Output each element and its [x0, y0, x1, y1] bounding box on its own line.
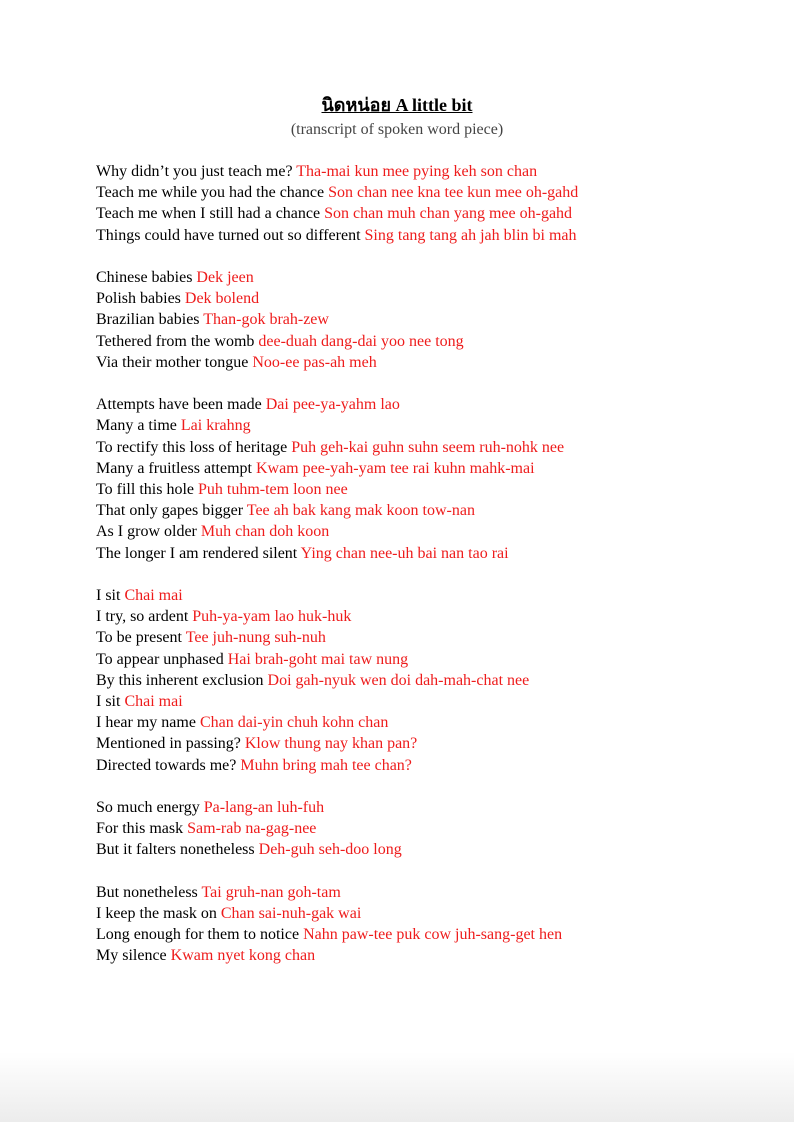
english-text: Chinese babies [96, 269, 193, 286]
stanza [96, 394, 756, 564]
english-text: That only gapes bigger [96, 502, 244, 520]
thai-transliteration: Puh tuhm-tem loon nee [197, 481, 348, 499]
poem-line [96, 161, 756, 182]
stanza [96, 585, 756, 776]
english-text: But it falters nonetheless [96, 841, 255, 859]
thai-transliteration: Deh-guh seh-doo long [258, 841, 402, 859]
english-text: Teach me when I still had a chance [96, 205, 321, 223]
poem-line [96, 288, 756, 309]
poem-line [96, 945, 756, 966]
thai-transliteration: Kwam nyet kong chan [170, 947, 316, 965]
thai-transliteration: Than-gok brah-zew [203, 311, 329, 329]
stanza [96, 882, 756, 967]
thai-transliteration: Doi gah-nyuk wen doi dah-mah-chat nee [267, 671, 530, 689]
thai-transliteration: Sam-rab na-gag-nee [187, 820, 317, 838]
english-text: I try, so ardent [96, 608, 189, 626]
english-text: Directed towards me? [96, 756, 237, 774]
thai-transliteration: Puh geh-kai guhn suhn seem ruh-nohk nee [291, 438, 565, 456]
english-text: So much energy [96, 799, 200, 817]
thai-transliteration: Dai pee-ya-yahm lao [265, 396, 400, 414]
poem-line [96, 839, 756, 860]
thai-transliteration: Puh-ya-yam lao huk-huk [192, 608, 352, 626]
poem-line [96, 924, 756, 945]
thai-transliteration: Tha-mai kun mee pying keh son chan [296, 163, 538, 180]
english-text: To fill this hole [96, 481, 194, 499]
poem-line [96, 267, 756, 288]
poem-line [96, 670, 756, 691]
thai-transliteration: Ying chan nee-uh bai nan tao rai [300, 544, 509, 562]
stanza [96, 267, 756, 373]
page-subtitle: (transcript of spoken word piece) [290, 121, 504, 138]
poem-line [96, 521, 756, 542]
poem-line [96, 712, 756, 733]
english-text: I keep the mask on [96, 905, 217, 923]
english-text: To be present [96, 629, 182, 647]
english-text: Tethered from the womb [96, 332, 255, 350]
thai-transliteration: Nahn paw-tee puk cow juh-sang-get hen [303, 926, 563, 944]
poem-line [96, 606, 756, 627]
thai-transliteration: dee-duah dang-dai yoo nee tong [258, 332, 464, 350]
english-text: I sit [96, 587, 121, 605]
page-title: นิดหน่อย A little bit [321, 95, 473, 115]
thai-transliteration: Chan sai-nuh-gak wai [220, 905, 362, 923]
poem-line [96, 309, 756, 330]
poem-line [96, 543, 756, 564]
poem-line [96, 225, 756, 246]
thai-transliteration: Sing tang tang ah jah blin bi mah [364, 226, 577, 244]
poem-line [96, 182, 756, 203]
poem-line [96, 394, 756, 415]
thai-transliteration: Tee ah bak kang mak koon tow-nan [246, 502, 475, 520]
english-text: To appear unphased [96, 650, 224, 668]
poem-line [96, 627, 756, 648]
poem-line [96, 733, 756, 754]
poem-body [96, 161, 756, 988]
poem-line [96, 203, 756, 224]
poem-line [96, 479, 756, 500]
english-text: The longer I am rendered silent [96, 544, 298, 562]
thai-transliteration: Tai gruh-nan goh-tam [201, 883, 341, 901]
english-text: Polish babies [96, 290, 181, 308]
thai-transliteration: Klow thung nay khan pan? [244, 735, 418, 753]
thai-transliteration: Chan dai-yin chuh kohn chan [199, 714, 389, 732]
poem-line [96, 437, 756, 458]
thai-transliteration: Kwam pee-yah-yam tee rai kuhn mahk-mai [255, 459, 535, 477]
thai-transliteration: Chai mai [124, 693, 183, 711]
english-text: Via their mother tongue [96, 353, 249, 371]
english-text: Teach me while you had the chance [96, 184, 325, 202]
thai-transliteration: Dek jeen [196, 269, 254, 286]
english-text: Why didn’t you just teach me? [96, 163, 293, 180]
poem-line [96, 352, 756, 373]
thai-transliteration: Muh chan doh koon [200, 523, 330, 541]
thai-transliteration: Chai mai [124, 587, 183, 605]
thai-transliteration: Pa-lang-an luh-fuh [203, 799, 325, 817]
english-text: I hear my name [96, 714, 196, 732]
stanza [96, 797, 756, 861]
english-text: As I grow older [96, 523, 197, 541]
stanza [96, 161, 756, 246]
english-text: Brazilian babies [96, 311, 200, 329]
english-text: To rectify this loss of heritage [96, 438, 288, 456]
poem-line [96, 755, 756, 776]
english-text: But nonetheless [96, 883, 198, 901]
thai-transliteration: Dek bolend [184, 290, 260, 308]
poem-line [96, 331, 756, 352]
poem-line [96, 415, 756, 436]
english-text: For this mask [96, 820, 184, 838]
thai-transliteration: Noo-ee pas-ah meh [252, 353, 377, 371]
thai-transliteration: Hai brah-goht mai taw nung [227, 650, 409, 668]
english-text: My silence [96, 947, 167, 965]
poem-line [96, 458, 756, 479]
thai-transliteration: Tee juh-nung suh-nuh [185, 629, 326, 647]
poem-line [96, 797, 756, 818]
page-bottom-shadow [0, 1052, 794, 1122]
poem-line [96, 585, 756, 606]
english-text: Mentioned in passing? [96, 735, 241, 753]
english-text: Long enough for them to notice [96, 926, 300, 944]
english-text: Many a fruitless attempt [96, 459, 252, 477]
thai-transliteration: Muhn bring mah tee chan? [240, 756, 412, 774]
poem-line [96, 691, 756, 712]
english-text: Attempts have been made [96, 396, 262, 414]
english-text: Things could have turned out so different [96, 226, 361, 244]
poem-line [96, 903, 756, 924]
thai-transliteration: Son chan muh chan yang mee oh-gahd [324, 205, 573, 223]
poem-line [96, 818, 756, 839]
english-text: Many a time [96, 417, 177, 435]
thai-transliteration: Lai krahng [180, 417, 251, 435]
english-text: By this inherent exclusion [96, 671, 264, 689]
poem-line [96, 882, 756, 903]
english-text: I sit [96, 693, 121, 711]
poem-line [96, 500, 756, 521]
thai-transliteration: Son chan nee kna tee kun mee oh-gahd [328, 184, 579, 202]
poem-line [96, 649, 756, 670]
